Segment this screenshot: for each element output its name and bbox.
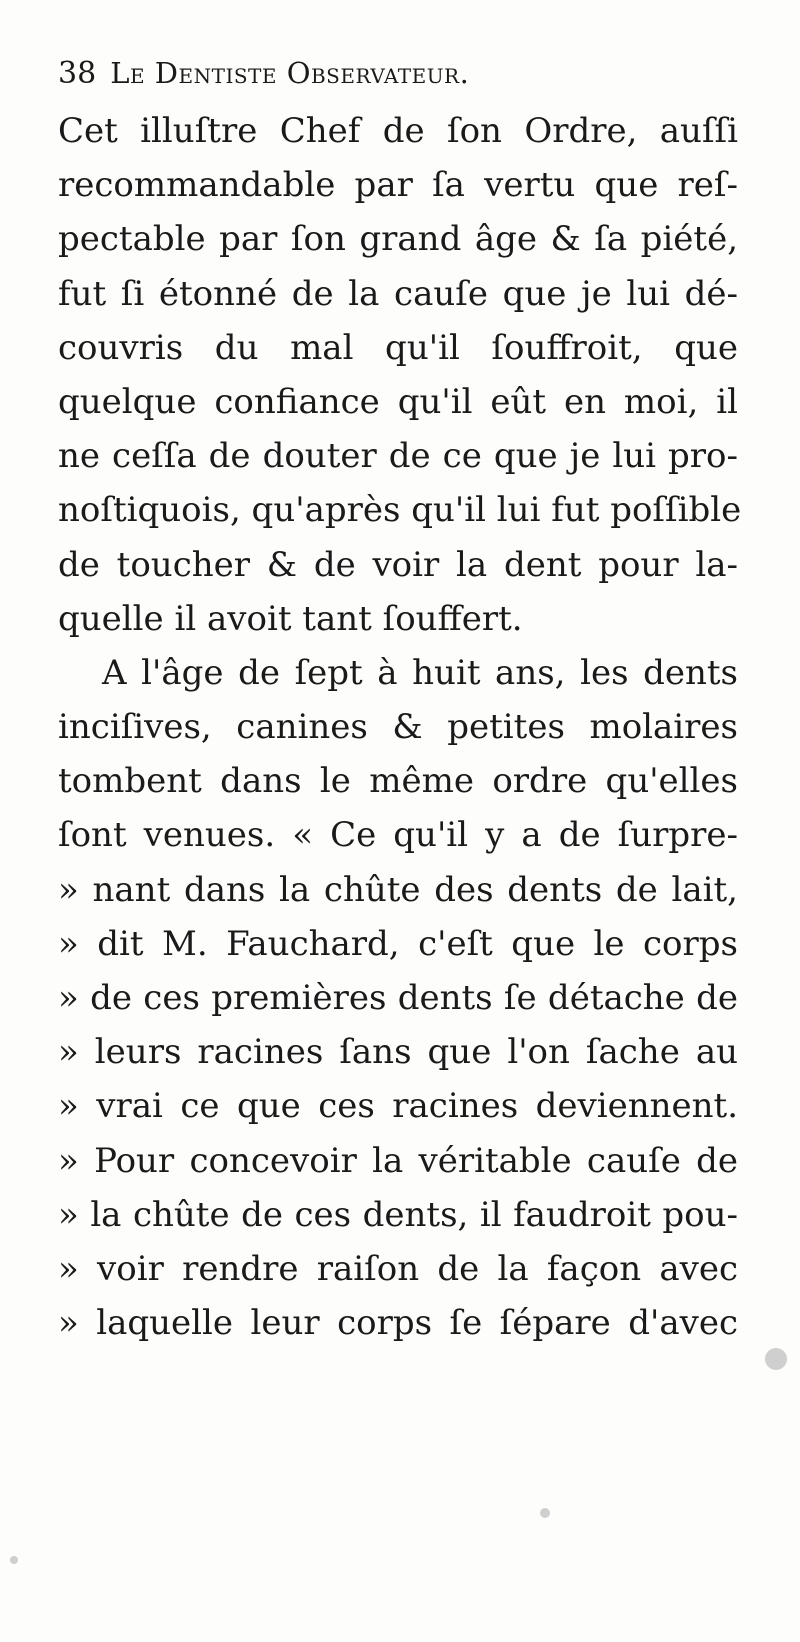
paper-speck (765, 1348, 787, 1370)
paper-speck (10, 1556, 18, 1564)
text-line: Cet illuſtre Chef de ſon Ordre, auſſi (58, 111, 738, 151)
body-text (58, 104, 742, 1350)
quoted-line: » vrai ce que ces racines deviennent. (58, 1086, 738, 1127)
quoted-line: » voir rendre raiſon de la façon avec (58, 1248, 738, 1289)
text-line: couvris du mal qu'il ſouffroit, que (58, 327, 738, 368)
paper-speck (540, 1508, 550, 1518)
text-line: fut ſi étonné de la cauſe que je lui dé- (58, 273, 738, 314)
text-line: ſont venues. « Ce qu'il y a de ſurpre- (58, 815, 738, 856)
text-line: noſtiquois, qu'après qu'il lui fut poſſible (58, 490, 742, 531)
text-line: quelque confiance qu'il eût en moi, il (58, 381, 738, 422)
quoted-line: » leurs racines ſans que l'on ſache au (58, 1032, 738, 1073)
quoted-line: » Pour concevoir la véritable cauſe de (58, 1140, 738, 1181)
paragraph-start-line: A l'âge de ſept à huit ans, les dents (102, 652, 738, 693)
page-number: 38 (58, 56, 97, 91)
text-line: pectable par ſon grand âge & ſa piété, (58, 219, 738, 260)
running-title: Le Dentiste Observateur. (110, 56, 470, 90)
page-header (58, 56, 469, 100)
text-line: de toucher & de voir la dent pour la- (58, 544, 738, 585)
quoted-line: » de ces premières dents ſe détache de (58, 978, 738, 1018)
text-line: inciſives, canines & petites molaires (58, 707, 738, 748)
quoted-line: » dit M. Fauchard, c'eſt que le corps (58, 923, 738, 964)
text-line: recommandable par ſa vertu que reſ- (58, 165, 738, 206)
quoted-line: » laquelle leur corps ſe ſépare d'avec (58, 1303, 738, 1344)
quoted-line: » la chûte de ces dents, il faudroit pou- (58, 1194, 738, 1235)
text-line: ne ceſſa de douter de ce que je lui pro- (58, 436, 738, 477)
quoted-line: » nant dans la chûte des dents de lait, (58, 869, 738, 910)
paragraph-end-line: quelle il avoit tant ſouffert. (58, 598, 523, 639)
text-line: tombent dans le même ordre qu'elles (58, 761, 738, 802)
